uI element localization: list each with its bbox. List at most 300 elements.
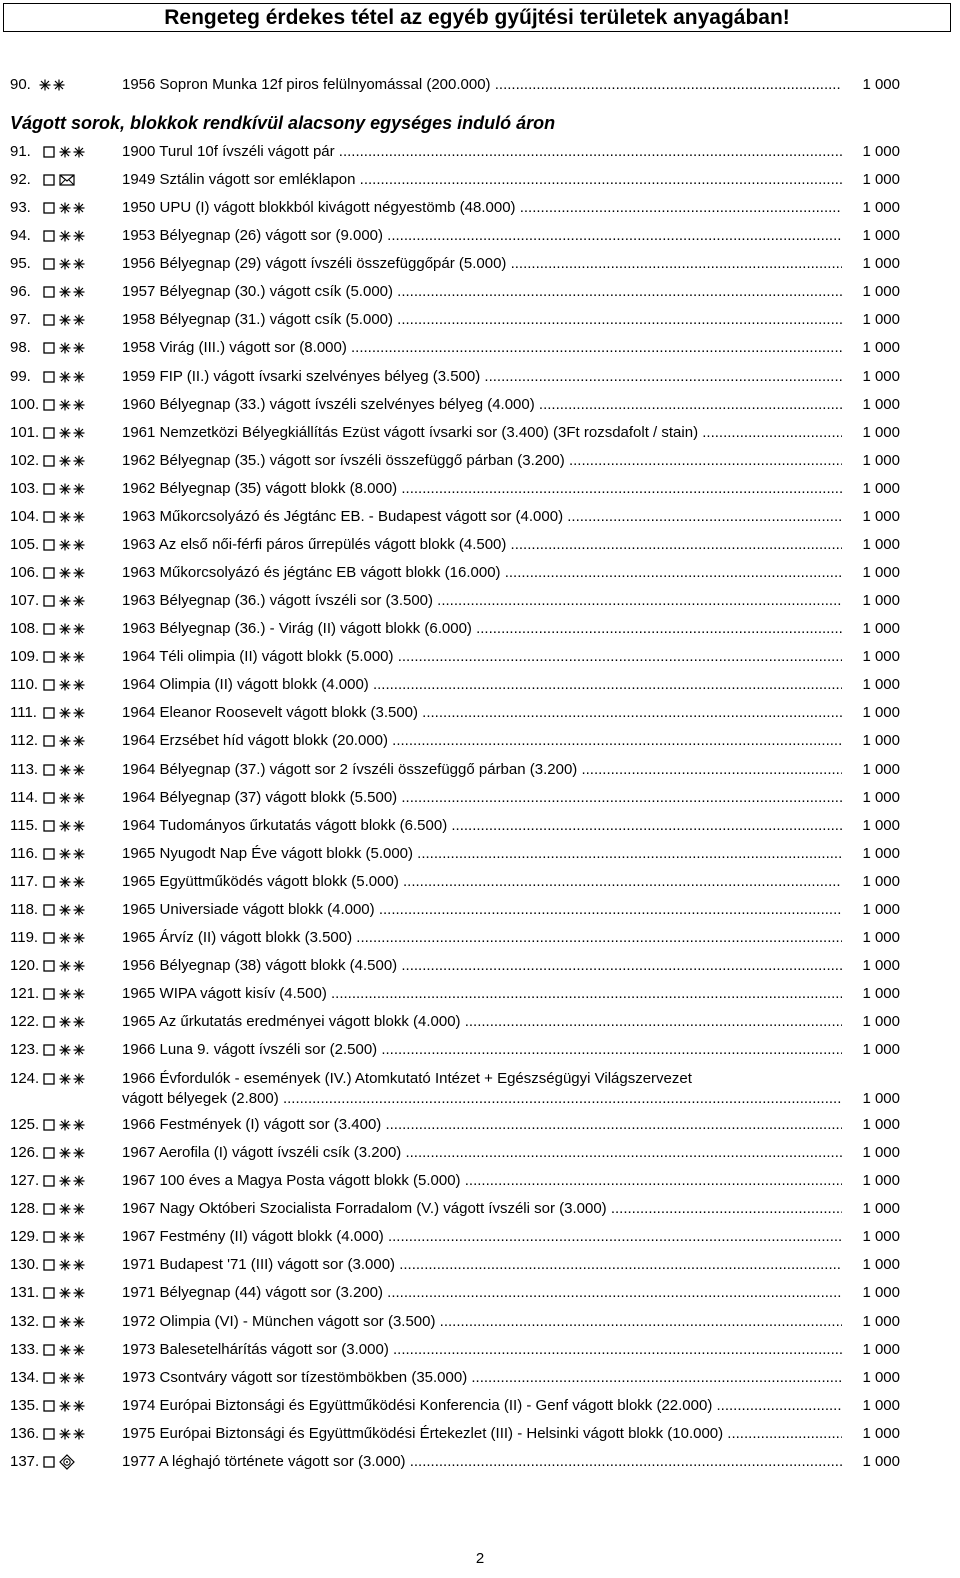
double-asterisk-icon [59, 988, 87, 1000]
double-asterisk-icon [59, 1428, 87, 1440]
lot-description: 1973 Csontváry vágott sor tízestömbökben (35.000) ..... [122, 1367, 842, 1389]
lot-row [8, 646, 900, 668]
lot-row [8, 74, 900, 96]
double-asterisk-icon [59, 511, 87, 523]
lot-price: 1 000 [862, 1172, 900, 1189]
lot-row [8, 730, 900, 752]
square-icon [43, 1344, 55, 1356]
condition-icons [43, 538, 87, 552]
lot-description: 1965 Árvíz (II) vágott blokk (3.500) ..... [122, 927, 842, 949]
lot-price: 1 000 [862, 339, 900, 356]
lot-price: 1 000 [862, 817, 900, 834]
lot-number: 90. [10, 76, 31, 93]
condition-icons [43, 706, 87, 720]
lot-price: 1 000 [862, 1116, 900, 1133]
lot-price: 1 000 [862, 368, 900, 385]
lot-description: 1965 Az űrkutatás eredményei vágott blokk (4.000) ..... [122, 1011, 842, 1033]
lot-number: 120. [10, 957, 40, 974]
page-title: Rengeteg érdekes tétel az egyéb gyűjtési területek anyagában! [164, 5, 790, 29]
condition-icons [43, 454, 87, 468]
lot-row [8, 815, 900, 837]
condition-icons [43, 510, 87, 524]
lot-number: 105. [10, 536, 40, 553]
condition-icons [43, 1015, 87, 1029]
double-asterisk-icon [59, 342, 87, 354]
double-asterisk-icon [59, 1147, 87, 1159]
lot-row [8, 1011, 900, 1033]
lot-row [8, 983, 900, 1005]
lot-number: 113. [10, 761, 39, 778]
lot-row [8, 674, 900, 696]
lot-description: 1964 Bélyegnap (37) vágott blokk (5.500) ..... [122, 787, 842, 809]
lot-number: 112. [10, 732, 39, 749]
lot-description: 1956 Sopron Munka 12f piros felülnyomással (200.000) ..... [122, 74, 842, 96]
double-asterisk-icon [59, 483, 87, 495]
lot-description: 1967 Festmény (II) vágott blokk (4.000) ..... [122, 1226, 842, 1248]
condition-icons [43, 482, 87, 496]
lot-price: 1 000 [862, 901, 900, 918]
square-icon [43, 1287, 55, 1299]
lot-row [8, 394, 900, 416]
lot-description: 1967 Aerofila (I) vágott ívszéli csík (3.200) ..... [122, 1142, 842, 1164]
condition-icons [43, 257, 87, 271]
lot-description: 1949 Sztálin vágott sor emléklapon ..... [122, 169, 842, 191]
double-asterisk-icon [59, 848, 87, 860]
double-asterisk-icon [59, 792, 87, 804]
lot-price: 1 000 [862, 143, 900, 160]
lot-row [8, 309, 900, 331]
lot-description: 1965 Nyugodt Nap Éve vágott blokk (5.000) ..... [122, 843, 842, 865]
square-icon [43, 1119, 55, 1131]
double-asterisk-icon [59, 960, 87, 972]
lot-number: 125. [10, 1116, 40, 1133]
lot-number: 124. [10, 1070, 40, 1087]
square-icon [43, 1456, 55, 1468]
condition-icons [43, 763, 87, 777]
lot-number: 137. [10, 1453, 40, 1470]
lot-number: 92. [10, 171, 31, 188]
lot-number: 126. [10, 1144, 40, 1161]
lot-row [8, 1423, 900, 1445]
lot-price: 1 000 [862, 564, 900, 581]
double-asterisk-icon [59, 1231, 87, 1243]
envelope-icon [59, 174, 75, 186]
double-asterisk-icon [59, 1372, 87, 1384]
lot-row [8, 787, 900, 809]
condition-icons [43, 1202, 87, 1216]
lot-row [8, 281, 900, 303]
lot-number: 95. [10, 255, 31, 272]
lot-price: 1 000 [862, 452, 900, 469]
double-asterisk-icon [59, 371, 87, 383]
condition-icons [43, 1146, 87, 1160]
lot-description: 1959 FIP (II.) vágott ívsarki szelvényes bélyeg (3.500) ..... [122, 366, 842, 388]
condition-icons [43, 847, 87, 861]
condition-icons [43, 370, 87, 384]
lot-number: 118. [10, 901, 39, 918]
lot-description: 1953 Bélyegnap (26) vágott sor (9.000) ..... [122, 225, 842, 247]
square-icon [43, 342, 55, 354]
lot-number: 102. [10, 452, 40, 469]
double-asterisk-icon [59, 230, 87, 242]
lot-number: 122. [10, 1013, 40, 1030]
lot-price: 1 000 [862, 396, 900, 413]
condition-icons [43, 1371, 87, 1385]
lot-number: 136. [10, 1425, 40, 1442]
lot-number: 93. [10, 199, 31, 216]
lot-row [8, 169, 900, 191]
square-icon [43, 399, 55, 411]
square-icon [43, 848, 55, 860]
square-icon [43, 651, 55, 663]
double-asterisk-icon [59, 820, 87, 832]
lot-description: 1900 Turul 10f ívszéli vágott pár ..... [122, 141, 842, 163]
lot-number: 94. [10, 227, 31, 244]
lot-price: 1 000 [862, 732, 900, 749]
lot-price: 1 000 [862, 1341, 900, 1358]
lot-description: 1961 Nemzetközi Bélyegkiállítás Ezüst vágott ívsarki sor (3.400) (3Ft rozsdafolt / stain) ..... [122, 422, 842, 444]
lot-number: 135. [10, 1397, 40, 1414]
lot-price: 1 000 [862, 76, 900, 93]
square-icon [43, 258, 55, 270]
condition-icons [43, 1399, 87, 1413]
square-icon [43, 1316, 55, 1328]
lot-price: 1 000 [862, 1369, 900, 1386]
square-icon [43, 146, 55, 158]
lot-number: 121. [10, 985, 40, 1002]
lot-description: 1962 Bélyegnap (35.) vágott sor ívszéli összefüggő párban (3.200) ..... [122, 450, 842, 472]
lot-row [8, 590, 900, 612]
lot-number: 108. [10, 620, 40, 637]
lot-number: 104. [10, 508, 40, 525]
square-icon [43, 904, 55, 916]
lot-price: 1 000 [862, 957, 900, 974]
lot-price: 1 000 [862, 873, 900, 890]
square-icon [43, 1147, 55, 1159]
lot-number: 107. [10, 592, 40, 609]
lot-number: 99. [10, 368, 31, 385]
lot-number: 128. [10, 1200, 40, 1217]
lot-price: 1 000 [862, 227, 900, 244]
lot-description: 1965 Együttműködés vágott blokk (5.000) ..... [122, 871, 842, 893]
lot-number: 134. [10, 1369, 40, 1386]
lot-description: 1960 Bélyegnap (33.) vágott ívszéli szelvényes bélyeg (4.000) ..... [122, 394, 842, 416]
square-icon [43, 539, 55, 551]
lot-row [8, 1142, 900, 1164]
square-icon [43, 1203, 55, 1215]
square-icon [43, 511, 55, 523]
lot-number: 106. [10, 564, 40, 581]
lot-row [8, 366, 900, 388]
page-number: 2 [475, 1550, 485, 1567]
lot-row [8, 955, 900, 977]
lot-description: 1964 Tudományos űrkutatás vágott blokk (6.500) ..... [122, 815, 842, 837]
page-header-box [3, 3, 951, 32]
square-icon [43, 679, 55, 691]
lot-description: 1973 Balesetelhárítás vágott sor (3.000) ..... [122, 1339, 842, 1361]
square-icon [43, 455, 55, 467]
lot-description: 1965 Universiade vágott blokk (4.000) ..... [122, 899, 842, 921]
square-icon [43, 567, 55, 579]
lot-row [8, 871, 900, 893]
square-icon [43, 427, 55, 439]
condition-icons [43, 1315, 87, 1329]
lot-number: 103. [10, 480, 40, 497]
condition-icons [43, 201, 87, 215]
lot-description: 1977 A léghajó története vágott sor (3.000) ..... [122, 1451, 842, 1473]
square-icon [43, 988, 55, 1000]
square-icon [43, 764, 55, 776]
condition-icons [43, 145, 87, 159]
square-icon [43, 820, 55, 832]
lot-row [8, 478, 900, 500]
condition-icons [43, 594, 87, 608]
lot-description: 1956 Bélyegnap (38) vágott blokk (4.500) ..... [122, 955, 842, 977]
double-asterisk-icon [59, 1287, 87, 1299]
lot-description: 1966 Luna 9. vágott ívszéli sor (2.500) ..... [122, 1039, 842, 1061]
double-asterisk-icon [59, 1175, 87, 1187]
lot-description: 1957 Bélyegnap (30.) vágott csík (5.000) ..... [122, 281, 842, 303]
square-icon [43, 707, 55, 719]
postmark-icon [59, 1454, 75, 1470]
lot-number: 127. [10, 1172, 40, 1189]
condition-icons [43, 398, 87, 412]
lot-description: 1964 Bélyegnap (37.) vágott sor 2 ívszéli összefüggő párban (3.200) ..... [122, 759, 842, 781]
lot-row [8, 422, 900, 444]
lot-number: 97. [10, 311, 31, 328]
lot-description: 1963 Bélyegnap (36.) vágott ívszéli sor (3.500) ..... [122, 590, 842, 612]
lot-price: 1 000 [862, 424, 900, 441]
lot-row [8, 618, 900, 640]
condition-icons [43, 285, 87, 299]
double-asterisk-icon [59, 455, 87, 467]
lot-price: 1 000 [862, 929, 900, 946]
lot-number: 91. [10, 143, 31, 160]
lot-row [8, 1170, 900, 1192]
lot-number: 116. [10, 845, 39, 862]
condition-icons [43, 678, 87, 692]
square-icon [43, 1259, 55, 1271]
condition-icons [43, 173, 75, 187]
square-icon [43, 174, 55, 186]
square-icon [43, 230, 55, 242]
double-asterisk-icon [59, 286, 87, 298]
double-asterisk-icon [59, 595, 87, 607]
lot-row [8, 253, 900, 275]
lot-row [8, 534, 900, 556]
lot-price: 1 000 [862, 1313, 900, 1330]
lot-row [8, 1198, 900, 1220]
double-asterisk-icon [59, 1400, 87, 1412]
condition-icons [43, 1072, 87, 1086]
lot-description: 1967 100 éves a Magya Posta vágott blokk (5.000) ..... [122, 1170, 842, 1192]
double-asterisk-icon [59, 1119, 87, 1131]
lot-price: 1 000 [862, 480, 900, 497]
condition-icons [43, 313, 87, 327]
lot-number: 111. [10, 704, 37, 721]
condition-icons [43, 1043, 87, 1057]
lot-price: 1 000 [862, 1090, 900, 1107]
lot-price: 1 000 [862, 255, 900, 272]
double-asterisk-icon [59, 539, 87, 551]
lot-price: 1 000 [862, 1284, 900, 1301]
lot-row [8, 843, 900, 865]
lot-row [8, 506, 900, 528]
lot-description: 1971 Budapest '71 (III) vágott sor (3.000) ..... [122, 1254, 842, 1276]
lot-row [8, 1039, 900, 1061]
lot-row [8, 1254, 900, 1276]
lot-row [8, 562, 900, 584]
lot-description: 1971 Bélyegnap (44) vágott sor (3.200) ..... [122, 1282, 842, 1304]
lot-price: 1 000 [862, 1228, 900, 1245]
lot-price: 1 000 [862, 1013, 900, 1030]
condition-icons [43, 987, 87, 1001]
double-asterisk-icon [59, 679, 87, 691]
lot-number: 98. [10, 339, 31, 356]
lot-description: 1956 Bélyegnap (29) vágott ívszéli összefüggőpár (5.000) ..... [122, 253, 842, 275]
condition-icons [43, 1174, 87, 1188]
double-asterisk-icon [59, 1044, 87, 1056]
lot-number: 100. [10, 396, 40, 413]
double-asterisk-icon [59, 427, 87, 439]
square-icon [43, 1016, 55, 1028]
lot-description-line1: 1966 Évfordulók - események (IV.) Atomkutató Intézet + Egészségügyi Világszervezet [122, 1070, 692, 1087]
lot-row [8, 1226, 900, 1248]
lot-price: 1 000 [862, 171, 900, 188]
square-icon [43, 792, 55, 804]
lot-number: 131. [10, 1284, 40, 1301]
lot-number: 130. [10, 1256, 40, 1273]
lot-price: 1 000 [862, 1397, 900, 1414]
section-title: Vágott sorok, blokkok rendkívül alacsony egységes induló áron [10, 113, 556, 133]
double-asterisk-icon [59, 1344, 87, 1356]
double-asterisk-icon [59, 1016, 87, 1028]
double-asterisk-icon [39, 79, 67, 91]
lot-description: 1958 Bélyegnap (31.) vágott csík (5.000) ..... [122, 309, 842, 331]
square-icon [43, 1400, 55, 1412]
lot-price: 1 000 [862, 1453, 900, 1470]
lot-description: 1964 Téli olimpia (II) vágott blokk (5.000) ..... [122, 646, 842, 668]
lot-description: 1958 Virág (III.) vágott sor (8.000) ..... [122, 337, 842, 359]
lot-price: 1 000 [862, 648, 900, 665]
lot-row [8, 197, 900, 219]
square-icon [43, 483, 55, 495]
lot-price: 1 000 [862, 845, 900, 862]
lot-row [8, 1068, 900, 1112]
lot-description: 1962 Bélyegnap (35) vágott blokk (8.000) ..... [122, 478, 842, 500]
lot-price: 1 000 [862, 1425, 900, 1442]
lot-number: 132. [10, 1313, 40, 1330]
lot-number: 119. [10, 929, 39, 946]
double-asterisk-icon [59, 314, 87, 326]
double-asterisk-icon [59, 623, 87, 635]
lot-description: 1964 Eleanor Roosevelt vágott blokk (3.500) ..... [122, 702, 842, 724]
lot-row [8, 141, 900, 163]
lot-price: 1 000 [862, 536, 900, 553]
double-asterisk-icon [59, 567, 87, 579]
lot-description: 1975 Európai Biztonsági és Együttműködési Értekezlet (III) - Helsinki vágott blokk (10.000) ..... [122, 1423, 842, 1445]
condition-icons [43, 1118, 87, 1132]
lot-row [8, 1451, 900, 1473]
condition-icons [43, 931, 87, 945]
lot-price: 1 000 [862, 704, 900, 721]
condition-icons [43, 1258, 87, 1272]
square-icon [43, 371, 55, 383]
condition-icons [43, 1455, 75, 1469]
condition-icons [43, 903, 87, 917]
lot-number: 101. [10, 424, 40, 441]
condition-icons [43, 734, 87, 748]
condition-icons [43, 622, 87, 636]
lot-row [8, 1114, 900, 1136]
lot-row [8, 1282, 900, 1304]
condition-icons [43, 1286, 87, 1300]
condition-icons [43, 566, 87, 580]
double-asterisk-icon [59, 932, 87, 944]
lot-price: 1 000 [862, 761, 900, 778]
double-asterisk-icon [59, 146, 87, 158]
lot-row [8, 337, 900, 359]
lot-description: 1972 Olimpia (VI) - München vágott sor (3.500) ..... [122, 1311, 842, 1333]
square-icon [43, 1175, 55, 1187]
double-asterisk-icon [59, 399, 87, 411]
condition-icons [43, 341, 87, 355]
double-asterisk-icon [59, 904, 87, 916]
lot-number: 110. [10, 676, 39, 693]
lot-description: 1965 WIPA vágott kisív (4.500) ..... [122, 983, 842, 1005]
condition-icons [39, 78, 67, 92]
condition-icons [43, 426, 87, 440]
lot-number: 115. [10, 817, 39, 834]
lot-description: 1967 Nagy Októberi Szocialista Forradalom (V.) vágott ívszéli sor (3.000) ..... [122, 1198, 842, 1220]
square-icon [43, 932, 55, 944]
lot-row [8, 1367, 900, 1389]
double-asterisk-icon [59, 735, 87, 747]
lot-price: 1 000 [862, 789, 900, 806]
lot-row [8, 702, 900, 724]
lot-price: 1 000 [862, 1041, 900, 1058]
square-icon [43, 735, 55, 747]
lot-number: 129. [10, 1228, 40, 1245]
square-icon [43, 1231, 55, 1243]
double-asterisk-icon [59, 707, 87, 719]
double-asterisk-icon [59, 764, 87, 776]
lot-price: 1 000 [862, 676, 900, 693]
double-asterisk-icon [59, 1203, 87, 1215]
double-asterisk-icon [59, 651, 87, 663]
lot-price: 1 000 [862, 985, 900, 1002]
condition-icons [43, 229, 87, 243]
lot-description: 1974 Európai Biztonsági és Együttműködési Konferencia (II) - Genf vágott blokk (22.000) ..... [122, 1395, 842, 1417]
lot-row [8, 1339, 900, 1361]
lot-price: 1 000 [862, 1200, 900, 1217]
square-icon [43, 314, 55, 326]
condition-icons [43, 1230, 87, 1244]
condition-icons [43, 875, 87, 889]
double-asterisk-icon [59, 1073, 87, 1085]
condition-icons [43, 959, 87, 973]
square-icon [43, 202, 55, 214]
lot-description: 1964 Olimpia (II) vágott blokk (4.000) ..... [122, 674, 842, 696]
lot-price: 1 000 [862, 199, 900, 216]
square-icon [43, 1428, 55, 1440]
condition-icons [43, 791, 87, 805]
lot-row [8, 1311, 900, 1333]
double-asterisk-icon [59, 258, 87, 270]
lot-description: 1963 Műkorcsolyázó és jégtánc EB vágott blokk (16.000) ..... [122, 562, 842, 584]
lot-number: 117. [10, 873, 39, 890]
lot-price: 1 000 [862, 311, 900, 328]
